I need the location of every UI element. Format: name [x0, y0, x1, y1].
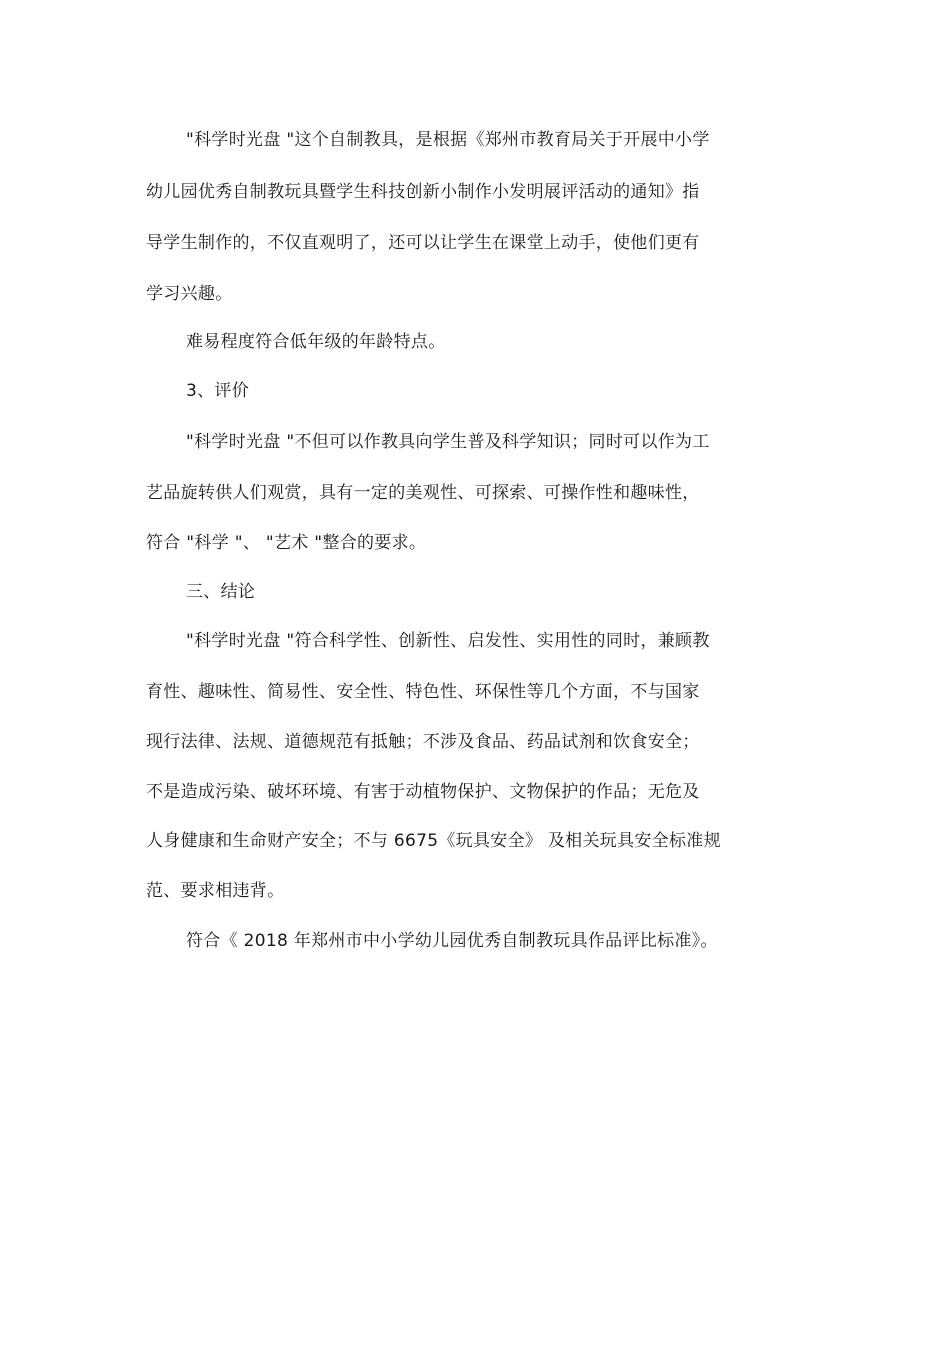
paragraph-1-line-3: 导学生制作的，不仅直观明了，还可以让学生在课堂上动手，使他们更有 — [146, 233, 700, 253]
paragraph-4-line-5: 人身健康和生命财产安全；不与 6675《玩具安全》 及相关玩具安全标准规 — [146, 831, 721, 851]
section-heading-conclusion: 三、结论 — [186, 582, 256, 602]
paragraph-1-line-2: 幼儿园优秀自制教玩具暨学生科技创新小制作小发明展评活动的通知》指 — [146, 182, 700, 202]
paragraph-4-line-4: 不是造成污染、破坏环境、有害于动植物保护、文物保护的作品；无危及 — [146, 782, 700, 802]
paragraph-4-line-2: 育性、趣味性、简易性、安全性、特色性、环保性等几个方面，不与国家 — [146, 682, 700, 702]
section-heading-evaluation: 3、评价 — [186, 381, 250, 401]
paragraph-4-line-3: 现行法律、法规、道德规范有抵触；不涉及食品、药品试剂和饮食安全； — [146, 732, 700, 752]
paragraph-3-line-1: "科学时光盘 "不但可以作教具向学生普及科学知识；同时可以作为工 — [186, 432, 710, 452]
paragraph-1-line-4: 学习兴趣。 — [146, 284, 233, 304]
paragraph-2: 难易程度符合低年级的年龄特点。 — [186, 332, 446, 352]
paragraph-4-line-1: "科学时光盘 "符合科学性、创新性、启发性、实用性的同时，兼顾教 — [186, 631, 710, 651]
paragraph-1-line-1: "科学时光盘 "这个自制教具，是根据《郑州市教育局关于开展中小学 — [186, 130, 710, 150]
paragraph-5: 符合《 2018 年郑州市中小学幼儿园优秀自制教玩具作品评比标准》。 — [186, 931, 718, 951]
paragraph-3-line-3: 符合 "科学 "、 "艺术 "整合的要求。 — [146, 533, 427, 553]
paragraph-4-line-6: 范、要求相违背。 — [146, 881, 285, 901]
paragraph-3-line-2: 艺品旋转供人们观赏，具有一定的美观性、可探索、可操作性和趣味性， — [146, 483, 700, 503]
